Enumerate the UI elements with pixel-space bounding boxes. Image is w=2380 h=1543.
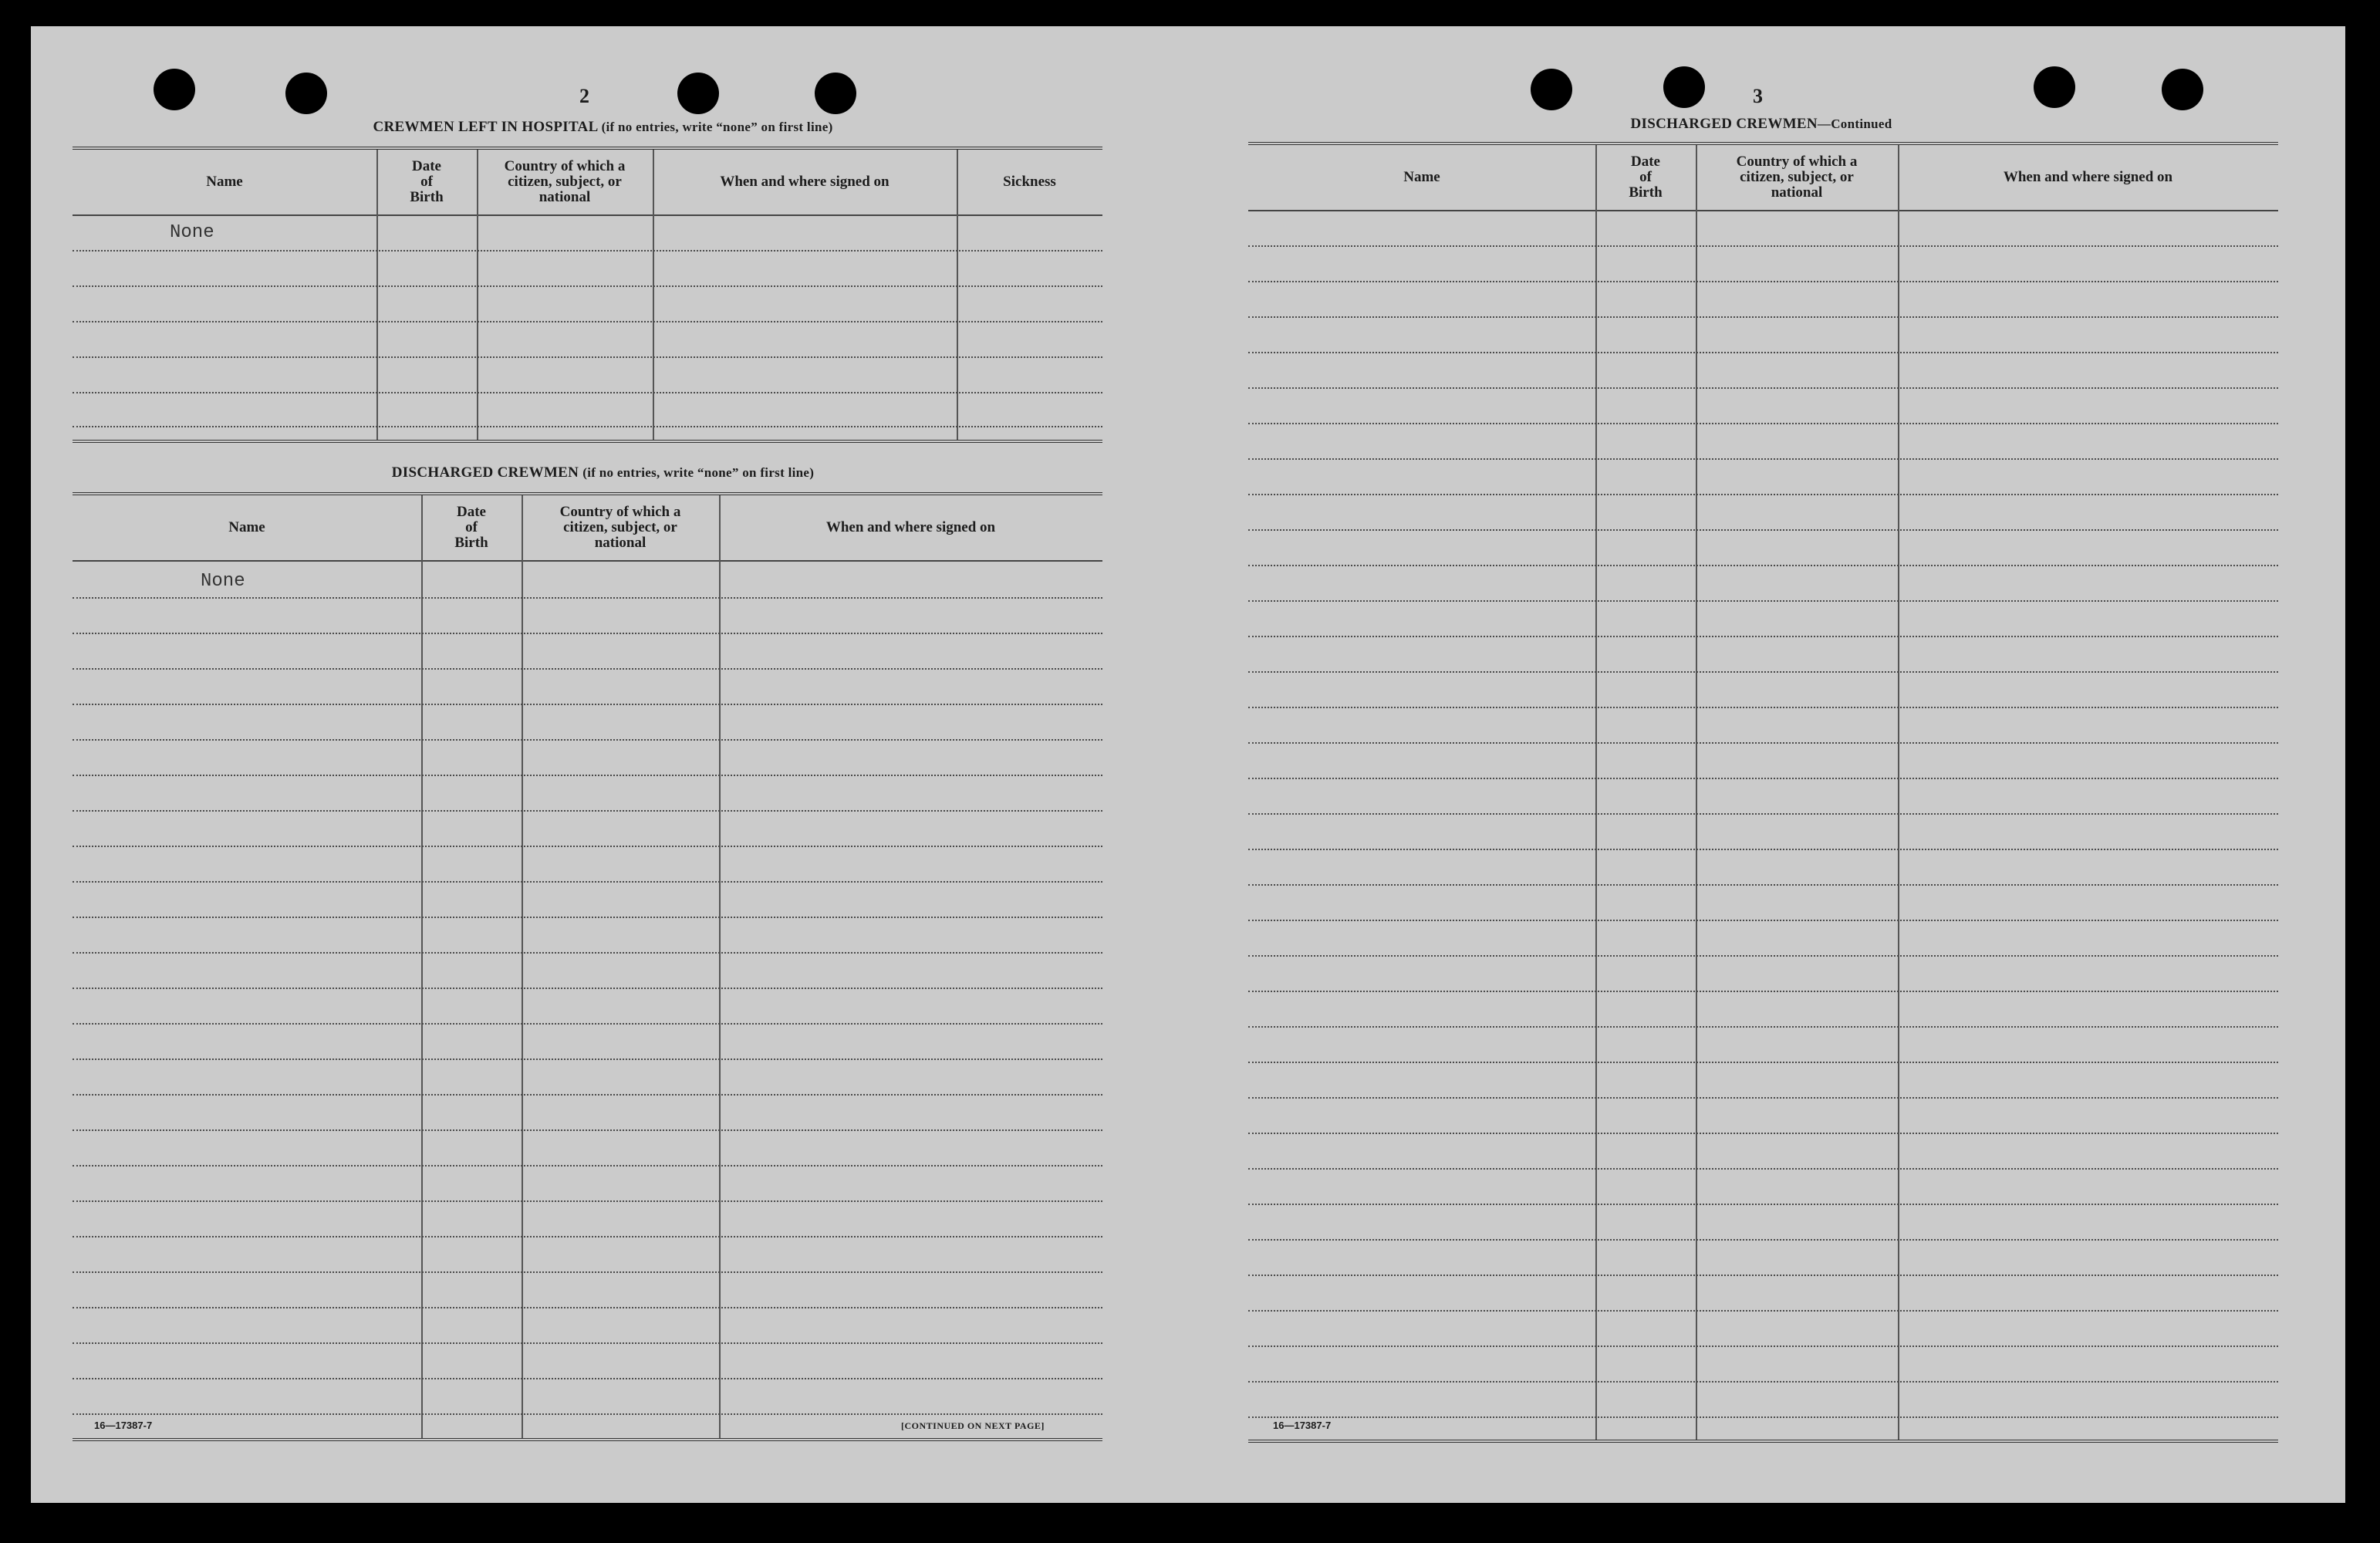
- entry-line: [1248, 955, 2278, 957]
- column-divider: [957, 150, 958, 440]
- discharged-entry-none: None: [201, 571, 245, 592]
- entry-line: [1248, 458, 2278, 460]
- punch-hole: [815, 73, 856, 114]
- entry-line: [1248, 565, 2278, 566]
- column-header-name: Name: [206, 174, 243, 191]
- entry-line: [1248, 1416, 2278, 1418]
- entry-line: [73, 356, 1102, 358]
- entry-line: [73, 1200, 1102, 1202]
- entry-line: [73, 810, 1102, 812]
- hospital-title-text: CREWMEN LEFT IN HOSPITAL: [373, 119, 598, 135]
- column-divider: [421, 495, 423, 1438]
- column-divider: [719, 495, 721, 1438]
- entry-line: [1248, 1275, 2278, 1276]
- entry-line: [1248, 1133, 2278, 1134]
- entry-line: [1248, 387, 2278, 389]
- column-header-signed-on: When and where signed on: [720, 174, 890, 191]
- entry-line: [73, 704, 1102, 705]
- entry-line: [73, 952, 1102, 954]
- discharged-continued-suffix: —Continued: [1817, 116, 1892, 131]
- entry-line: [1248, 245, 2278, 247]
- hospital-section-title: [73, 119, 1133, 136]
- scanned-document: [31, 26, 2345, 1503]
- column-header-country: Country of which a citizen, subject, or national: [1736, 154, 1858, 201]
- entry-line: [1248, 991, 2278, 992]
- discharged-table-right: [1248, 142, 2278, 1443]
- entry-line: [73, 1307, 1102, 1308]
- entry-line: [1248, 1381, 2278, 1383]
- entry-line: [73, 739, 1102, 741]
- punch-hole: [1663, 66, 1705, 108]
- hospital-entry-none: None: [170, 222, 214, 243]
- hospital-title-hint: (if no entries, write “none” on first line): [601, 120, 833, 134]
- entry-line: [73, 881, 1102, 883]
- punch-hole: [1531, 69, 1572, 110]
- entry-line: [1248, 281, 2278, 282]
- column-header-country: Country of which a citizen, subject, or national: [559, 504, 681, 551]
- discharged-continued-title: [1534, 116, 1989, 133]
- entry-line: [1248, 529, 2278, 531]
- punch-hole: [2034, 66, 2075, 108]
- entry-line: [1248, 494, 2278, 495]
- entry-line: [1248, 813, 2278, 815]
- entry-line: [1248, 1168, 2278, 1170]
- column-header-sickness: Sickness: [1003, 174, 1056, 191]
- entry-line: [73, 1129, 1102, 1131]
- discharged-table-header: [73, 495, 1102, 562]
- discharged-title-hint: (if no entries, write “none” on first line): [582, 465, 815, 480]
- column-header-date-of-birth: Date of Birth: [1629, 154, 1663, 201]
- entry-line: [1248, 1204, 2278, 1205]
- column-header-signed-on: When and where signed on: [2003, 169, 2173, 186]
- discharged-continued-header: [1248, 145, 2278, 211]
- column-divider: [1696, 145, 1697, 1440]
- entry-line: [73, 1378, 1102, 1379]
- entry-line: [73, 1342, 1102, 1344]
- entry-line: [1248, 671, 2278, 673]
- column-divider: [376, 150, 378, 440]
- entry-line: [73, 1023, 1102, 1025]
- page-number-right: 3: [1753, 85, 1763, 107]
- entry-line: [73, 392, 1102, 393]
- entry-line: [73, 321, 1102, 322]
- continued-note: [CONTINUED ON NEXT PAGE]: [901, 1420, 1045, 1431]
- hospital-table-header: [73, 150, 1102, 216]
- entry-line: [1248, 1310, 2278, 1312]
- punch-hole: [2162, 69, 2203, 110]
- column-header-date-of-birth: Date of Birth: [410, 158, 444, 205]
- punch-hole: [285, 73, 327, 114]
- entry-line: [73, 1058, 1102, 1060]
- entry-line: [73, 846, 1102, 847]
- punch-hole: [154, 69, 195, 110]
- entry-line: [73, 250, 1102, 252]
- discharged-title-text: DISCHARGED CREWMEN: [391, 464, 579, 481]
- entry-line: [1248, 778, 2278, 779]
- entry-line: [73, 1165, 1102, 1167]
- entry-line: [1248, 849, 2278, 850]
- entry-line: [73, 1271, 1102, 1273]
- entry-line: [73, 917, 1102, 918]
- entry-line: [73, 633, 1102, 634]
- entry-line: [73, 597, 1102, 599]
- entry-line: [1248, 423, 2278, 424]
- entry-line: [73, 1413, 1102, 1415]
- entry-line: [73, 285, 1102, 287]
- column-header-signed-on: When and where signed on: [825, 519, 996, 536]
- column-header-name: Name: [1403, 169, 1440, 186]
- column-header-country: Country of which a citizen, subject, or national: [504, 158, 626, 205]
- discharged-table-left: [73, 492, 1102, 1441]
- entry-line: [1248, 1062, 2278, 1063]
- form-code-right: 16—17387-7: [1273, 1420, 1332, 1431]
- entry-line: [1248, 1097, 2278, 1099]
- column-header-name: Name: [228, 519, 265, 536]
- entry-line: [1248, 742, 2278, 744]
- column-divider: [653, 150, 654, 440]
- entry-line: [73, 775, 1102, 776]
- entry-line: [1248, 707, 2278, 708]
- entry-line: [73, 1094, 1102, 1096]
- entry-line: [73, 668, 1102, 670]
- punch-hole: [677, 73, 719, 114]
- column-divider: [477, 150, 478, 440]
- column-divider: [1898, 145, 1899, 1440]
- entry-line: [73, 1236, 1102, 1237]
- column-header-date-of-birth: Date of Birth: [454, 504, 488, 551]
- entry-line: [1248, 1026, 2278, 1028]
- entry-line: [1248, 884, 2278, 886]
- hospital-table: [73, 147, 1102, 443]
- column-divider: [1595, 145, 1597, 1440]
- entry-line: [1248, 352, 2278, 353]
- entry-line: [73, 426, 1102, 427]
- entry-line: [1248, 316, 2278, 318]
- discharged-section-title: [73, 464, 1133, 481]
- entry-line: [73, 988, 1102, 989]
- entry-line: [1248, 636, 2278, 637]
- entry-line: [1248, 920, 2278, 921]
- discharged-continued-title-text: DISCHARGED CREWMEN: [1630, 116, 1818, 132]
- entry-line: [1248, 1345, 2278, 1347]
- page-number-left: 2: [579, 85, 589, 107]
- entry-line: [1248, 600, 2278, 602]
- form-code-left: 16—17387-7: [94, 1420, 153, 1431]
- entry-line: [1248, 1239, 2278, 1241]
- column-divider: [522, 495, 523, 1438]
